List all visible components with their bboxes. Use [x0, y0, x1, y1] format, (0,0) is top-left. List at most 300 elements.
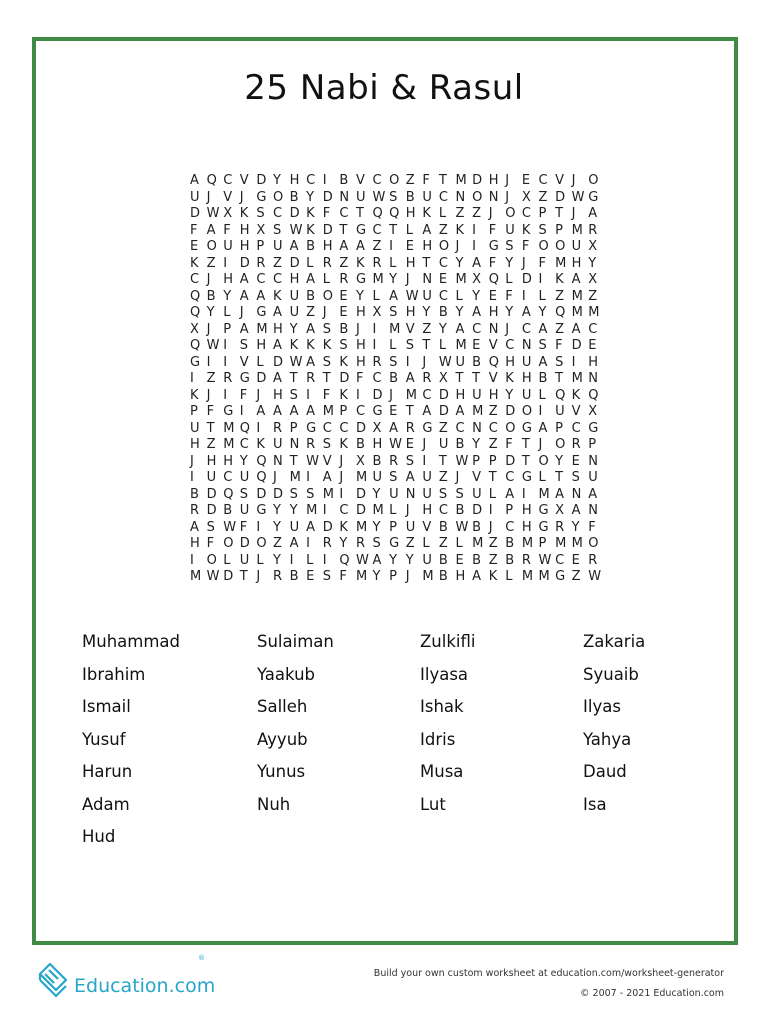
grid-letter: K [322, 338, 332, 353]
grid-letter: K [355, 255, 365, 271]
word-list-item: Daud [583, 762, 627, 781]
grid-letter: W [289, 354, 303, 370]
grid-letter: D [505, 453, 516, 469]
grid-letter: H [289, 272, 300, 287]
grid-letter: T [422, 255, 431, 271]
grid-row [190, 223, 605, 240]
grid-letter: S [405, 338, 414, 353]
grid-letter: M [372, 503, 384, 518]
grid-letter: U [239, 552, 250, 568]
grid-letter: C [488, 420, 498, 436]
grid-letter: O [389, 173, 400, 188]
grid-letter: S [239, 338, 249, 353]
grid-letter: L [538, 470, 546, 485]
grid-letter: K [239, 206, 249, 221]
grid-letter: B [472, 552, 482, 568]
grid-letter: I [422, 453, 427, 469]
grid-letter: Y [372, 569, 381, 584]
grid-letter: Y [422, 305, 431, 320]
grid-letter: I [521, 486, 526, 502]
grid-letter: E [190, 239, 199, 254]
grid-letter: Z [206, 371, 216, 386]
word-list-item: Sulaiman [257, 632, 334, 651]
grid-letter: N [405, 486, 416, 502]
grid-letter: L [422, 536, 430, 551]
grid-letter: U [206, 470, 217, 485]
grid-letter: Y [389, 272, 398, 287]
grid-letter: H [372, 437, 383, 452]
grid-letter: X [555, 503, 564, 518]
grid-letter: Z [422, 321, 432, 337]
grid-letter: L [455, 288, 463, 304]
grid-letter: U [289, 305, 300, 320]
grid-letter: P [256, 239, 265, 254]
word-list-item: Adam [82, 794, 130, 814]
grid-letter: N [521, 338, 532, 353]
grid-letter: G [588, 420, 599, 436]
grid-letter: O [438, 239, 450, 254]
grid-letter: J [422, 354, 427, 370]
grid-letter: F [505, 288, 513, 304]
grid-letter: I [223, 387, 228, 403]
grid-letter: D [239, 255, 250, 271]
grid-letter: I [223, 354, 228, 370]
grid-letter: M [190, 569, 202, 584]
grid-letter: T [555, 206, 564, 221]
grid-letter: Z [571, 569, 581, 584]
grid-letter: H [206, 453, 217, 469]
grid-letter: R [389, 453, 399, 469]
grid-letter: M [306, 503, 318, 518]
grid-letter: G [223, 404, 234, 419]
grid-letter: R [521, 552, 531, 568]
grid-letter: Q [256, 470, 267, 485]
grid-letter: F [422, 173, 430, 188]
grid-letter: C [322, 420, 332, 436]
grid-letter: F [322, 387, 331, 403]
grid-letter: I [322, 552, 327, 568]
grid-letter: D [355, 503, 366, 518]
grid-letter: L [405, 222, 413, 238]
grid-letter: I [355, 387, 360, 403]
grid-letter: T [355, 206, 364, 221]
grid-letter: X [372, 420, 382, 436]
grid-letter: D [355, 486, 366, 502]
grid-letter: X [472, 272, 481, 287]
grid-letter: S [372, 536, 381, 551]
grid-letter: A [472, 255, 481, 271]
grid-letter: C [256, 272, 266, 287]
grid-letter: C [422, 387, 432, 403]
grid-letter: I [372, 321, 377, 337]
grid-letter: A [422, 404, 432, 419]
grid-letter: M [571, 536, 583, 551]
grid-letter: A [239, 288, 249, 304]
grid-letter: T [438, 453, 447, 469]
grid-letter: C [521, 321, 531, 337]
grid-letter: S [571, 470, 580, 485]
grid-letter: Y [588, 255, 597, 271]
grid-letter: Z [206, 255, 216, 271]
grid-letter: P [555, 222, 563, 238]
grid-letter: D [272, 486, 283, 502]
grid-letter: K [339, 387, 348, 403]
grid-letter: S [272, 222, 282, 238]
grid-letter: K [190, 255, 199, 271]
registered-mark: ® [198, 954, 205, 962]
grid-letter: M [455, 173, 467, 188]
grid-letter: C [505, 470, 515, 485]
grid-letter: D [239, 536, 250, 551]
grid-letter: A [538, 420, 548, 436]
grid-letter: E [339, 305, 348, 320]
grid-letter: X [588, 404, 598, 419]
grid-letter: Y [372, 519, 381, 535]
grid-letter: L [488, 486, 496, 502]
grid-letter: F [521, 239, 530, 254]
grid-letter: Z [488, 552, 498, 568]
grid-letter: I [339, 486, 344, 502]
grid-letter: Y [289, 321, 298, 337]
grid-letter: H [355, 338, 366, 353]
grid-letter: J [571, 173, 576, 188]
grid-letter: F [555, 338, 563, 353]
grid-letter: R [322, 255, 332, 271]
grid-letter: A [206, 222, 216, 238]
grid-letter: R [405, 420, 415, 436]
grid-letter: X [521, 189, 531, 205]
grid-letter: I [289, 552, 294, 568]
grid-letter: N [289, 437, 300, 452]
grid-letter: J [355, 321, 360, 337]
word-list-item: Harun [82, 762, 133, 781]
grid-row [190, 305, 605, 322]
grid-letter: L [306, 552, 314, 568]
word-list-item: Lut [420, 794, 446, 814]
grid-letter: H [422, 503, 433, 518]
grid-letter: V [223, 189, 233, 205]
grid-letter: T [488, 470, 497, 485]
grid-letter: S [555, 354, 564, 370]
grid-letter: E [472, 338, 481, 353]
grid-row [190, 371, 605, 388]
grid-letter: A [239, 272, 249, 287]
grid-letter: P [339, 404, 348, 419]
grid-letter: I [521, 288, 526, 304]
grid-letter: D [355, 420, 366, 436]
grid-letter: I [190, 371, 194, 386]
grid-letter: Y [555, 453, 564, 469]
grid-letter: C [372, 371, 382, 386]
grid-letter: D [472, 503, 483, 518]
grid-letter: F [488, 255, 497, 271]
grid-letter: I [571, 354, 576, 370]
grid-letter: B [289, 189, 299, 205]
grid-row [190, 338, 605, 355]
grid-letter: B [438, 305, 448, 320]
grid-letter: B [438, 569, 448, 584]
grid-letter: T [322, 371, 331, 386]
grid-letter: D [256, 173, 267, 188]
grid-letter: E [405, 239, 414, 254]
grid-letter: R [339, 272, 349, 287]
grid-row [190, 503, 605, 520]
grid-letter: C [223, 173, 233, 188]
grid-letter: A [588, 486, 598, 502]
grid-letter: S [256, 206, 265, 221]
grid-letter: T [206, 420, 215, 436]
grid-letter: T [555, 470, 564, 485]
grid-letter: O [272, 189, 284, 205]
grid-letter: J [521, 255, 526, 271]
word-list [82, 632, 702, 847]
grid-letter: Z [405, 173, 415, 188]
grid-letter: A [306, 404, 316, 419]
grid-letter: U [422, 470, 432, 485]
grid-letter: U [239, 470, 250, 485]
grid-letter: G [256, 503, 267, 518]
grid-letter: P [505, 503, 514, 518]
footer-link-text[interactable]: Build your own custom worksheet at education.com/worksheet-generator [373, 968, 724, 979]
grid-letter: K [256, 437, 265, 452]
word-list-item: Salleh [257, 697, 308, 716]
grid-row [190, 289, 605, 306]
grid-letter: B [455, 503, 465, 518]
grid-letter: O [505, 420, 516, 436]
grid-letter: C [190, 272, 200, 287]
grid-letter: F [488, 222, 497, 238]
grid-letter: C [571, 420, 581, 436]
grid-row [190, 206, 605, 223]
grid-letter: L [438, 206, 447, 221]
grid-letter: S [239, 486, 249, 502]
grid-letter: Y [272, 173, 281, 188]
grid-letter: M [223, 437, 235, 452]
grid-letter: C [339, 420, 349, 436]
grid-letter: W [206, 338, 220, 353]
grid-letter: R [322, 536, 332, 551]
grid-letter: R [306, 371, 316, 386]
grid-letter: R [256, 255, 266, 271]
grid-letter: D [322, 519, 333, 535]
grid-letter: W [372, 189, 386, 205]
grid-letter: B [389, 371, 399, 386]
grid-letter: I [472, 239, 476, 254]
grid-letter: P [190, 404, 198, 419]
grid-letter: K [339, 437, 348, 452]
grid-letter: F [190, 222, 198, 238]
grid-letter: B [455, 437, 465, 452]
grid-letter: I [206, 354, 211, 370]
grid-letter: E [571, 453, 580, 469]
grid-letter: K [571, 387, 581, 403]
grid-letter: Z [488, 437, 498, 452]
grid-letter: B [372, 453, 382, 469]
grid-letter: B [306, 288, 316, 304]
grid-letter: P [538, 536, 547, 551]
grid-letter: J [455, 239, 460, 254]
grid-letter: C [372, 173, 382, 188]
grid-letter: U [405, 519, 416, 535]
grid-letter: S [389, 470, 398, 485]
grid-row [190, 421, 605, 438]
education-logo[interactable] [32, 960, 215, 1000]
grid-letter: G [389, 536, 400, 551]
word-list-item: Yahya [583, 729, 632, 749]
grid-letter: L [322, 272, 330, 287]
grid-letter: J [422, 437, 427, 452]
grid-letter: P [389, 519, 397, 535]
grid-letter: S [322, 437, 332, 452]
grid-letter: R [372, 255, 382, 271]
grid-letter: P [555, 420, 563, 436]
grid-letter: Y [455, 305, 464, 320]
grid-row [190, 437, 605, 454]
grid-letter: A [555, 486, 564, 502]
grid-letter: Z [339, 255, 349, 271]
grid-letter: G [588, 189, 599, 205]
grid-letter: J [505, 173, 510, 188]
word-list-item: Isa [583, 794, 607, 814]
grid-letter: L [306, 255, 314, 271]
grid-letter: K [190, 387, 199, 403]
grid-letter: J [239, 189, 244, 205]
grid-letter: J [571, 206, 576, 221]
grid-letter: E [588, 338, 597, 353]
grid-letter: V [405, 321, 415, 337]
grid-letter: A [571, 503, 581, 518]
grid-letter: P [389, 569, 397, 584]
grid-letter: Z [372, 239, 382, 254]
word-list-item: Nuh [257, 794, 291, 814]
grid-row [190, 388, 605, 405]
grid-letter: Z [555, 288, 564, 304]
grid-letter: V [422, 519, 432, 535]
grid-letter: N [472, 420, 482, 436]
grid-letter: B [505, 536, 515, 551]
grid-letter: U [571, 239, 582, 254]
grid-letter: A [538, 321, 548, 337]
grid-letter: Z [438, 222, 448, 238]
grid-letter: Q [588, 387, 599, 403]
grid-letter: I [306, 536, 310, 551]
grid-letter: K [272, 288, 282, 304]
grid-letter: B [339, 173, 349, 188]
grid-letter: D [505, 404, 516, 419]
grid-letter: S [538, 338, 547, 353]
grid-letter: M [555, 536, 567, 551]
grid-letter: B [355, 437, 365, 452]
grid-letter: X [355, 453, 365, 469]
grid-letter: R [272, 569, 283, 584]
grid-letter: J [190, 453, 194, 469]
grid-letter: K [455, 222, 465, 238]
grid-letter: Z [206, 437, 216, 452]
grid-letter: T [289, 453, 298, 469]
grid-letter: U [190, 420, 200, 436]
grid-letter: Y [505, 305, 514, 320]
grid-letter: Q [555, 305, 566, 320]
grid-letter: Z [306, 305, 316, 320]
word-list-item: Ibrahim [82, 664, 146, 684]
grid-letter: L [455, 536, 463, 551]
grid-letter: S [322, 321, 332, 337]
grid-letter: S [206, 519, 215, 535]
grid-letter: Z [405, 536, 415, 551]
grid-row [190, 553, 605, 570]
grid-letter: S [389, 189, 398, 205]
grid-letter: E [488, 288, 497, 304]
grid-letter: A [289, 536, 299, 551]
grid-letter: G [422, 420, 433, 436]
grid-letter: N [588, 371, 598, 386]
copyright-text: © 2007 - 2021 Education.com [580, 988, 724, 999]
grid-letter: A [190, 173, 199, 188]
word-list-item: Ilyasa [420, 664, 469, 684]
grid-letter: R [355, 536, 365, 551]
grid-letter: K [339, 519, 348, 535]
grid-letter: R [223, 371, 233, 386]
grid-letter: J [405, 272, 410, 287]
grid-letter: H [223, 453, 233, 469]
grid-letter: A [389, 420, 399, 436]
grid-row [190, 536, 605, 553]
grid-letter: Y [339, 536, 348, 551]
grid-letter: U [588, 470, 598, 485]
grid-letter: H [239, 222, 250, 238]
grid-letter: H [422, 239, 433, 254]
grid-letter: W [289, 222, 303, 238]
grid-letter: M [322, 404, 334, 419]
grid-letter: L [372, 288, 380, 304]
grid-letter: D [438, 404, 449, 419]
grid-row [190, 272, 605, 289]
grid-letter: H [405, 255, 416, 271]
grid-letter: M [256, 321, 268, 337]
grid-letter: D [256, 486, 267, 502]
grid-letter: C [339, 206, 349, 221]
grid-letter: Q [488, 354, 499, 370]
grid-letter: W [355, 552, 369, 568]
grid-letter: M [355, 569, 368, 584]
grid-letter: T [389, 222, 398, 238]
grid-letter: M [405, 387, 417, 403]
word-list-item: Idris [420, 729, 456, 749]
grid-letter: S [405, 453, 414, 469]
grid-letter: A [306, 519, 316, 535]
grid-letter: I [322, 503, 327, 518]
grid-letter: G [538, 519, 549, 535]
grid-letter: O [472, 189, 483, 205]
grid-letter: T [521, 437, 530, 452]
grid-letter: Z [438, 470, 448, 485]
grid-letter: A [272, 338, 282, 353]
grid-letter: D [555, 189, 566, 205]
grid-letter: O [588, 173, 599, 188]
grid-letter: Q [190, 288, 201, 304]
grid-letter: I [306, 470, 310, 485]
grid-letter: S [389, 305, 398, 320]
grid-letter: Z [538, 189, 548, 205]
grid-letter: C [272, 272, 283, 287]
grid-letter: T [472, 371, 481, 386]
grid-letter: G [372, 404, 383, 419]
grid-letter: M [389, 321, 401, 337]
grid-row [190, 487, 605, 504]
grid-letter: H [488, 173, 499, 188]
word-list-item: Yaakub [257, 664, 316, 684]
grid-letter: J [505, 321, 510, 337]
